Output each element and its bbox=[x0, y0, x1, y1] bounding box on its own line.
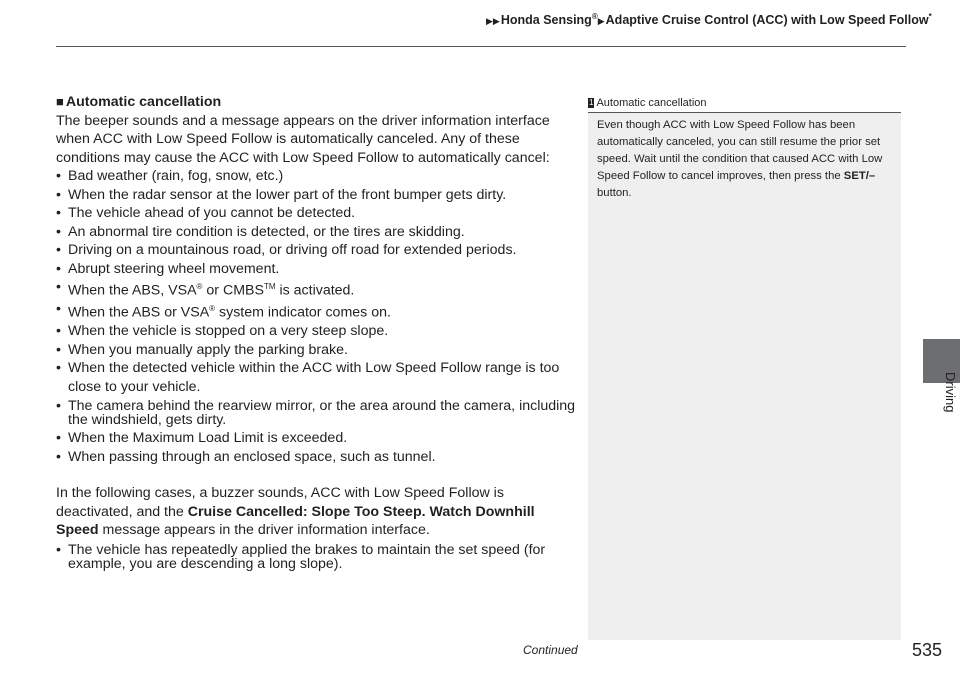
list-item: • Driving on a mountainous road, or driving off road for extended periods. bbox=[56, 242, 517, 258]
side-note bbox=[588, 95, 901, 640]
footnote-star: * bbox=[928, 12, 932, 21]
list-item: • When the radar sensor at the lower part of the front bumper gets dirty. bbox=[56, 186, 507, 203]
page-number: 535 bbox=[912, 640, 943, 660]
list-item: • When the ABS, VSA® or CMBS™ is activated. bbox=[56, 279, 355, 299]
list-item: • The vehicle ahead of you cannot be detected. bbox=[56, 205, 356, 221]
registered-mark: ® bbox=[591, 12, 598, 21]
list-item: • When the detected vehicle within the ACC with Low Speed Follow range is too close to your vehicle. bbox=[56, 360, 560, 395]
chapter-tab-label: Driving bbox=[943, 372, 958, 413]
section-heading: ■ Automatic cancellation bbox=[56, 94, 222, 110]
breadcrumb-item-acc[interactable]: Adaptive Cruise Control (ACC) with Low Speed Follow bbox=[605, 13, 929, 28]
list-item: • Abrupt steering wheel movement. bbox=[56, 260, 280, 277]
list-item: • The camera behind the rearview mirror, or the area around the camera, including the windshield, gets dirty. bbox=[56, 398, 576, 429]
continued-label: Continued bbox=[523, 643, 578, 657]
cancel-conditions-list bbox=[56, 167, 576, 466]
list-item: • When the ABS or VSA® system indicator comes on. bbox=[56, 301, 391, 321]
list-item: • The vehicle has repeatedly applied the brakes to maintain the set speed (for example, you are descending a long slope). bbox=[56, 541, 546, 572]
intro-paragraph: The beeper sounds and a message appears on the driver information interface when ACC with Low Speed Follow is automatically canceled. Any of these conditions may cause the ACC with Low Speed Follow to automatically cancel: bbox=[56, 112, 550, 166]
message-text: Cruise Cancelled: Slope Too Steep. Watch Downhill Speed bbox=[56, 503, 535, 539]
side-note-body: Even though ACC with Low Speed Follow has been automatically canceled, you can still resume the prior set speed. Wait until the condition that caused ACC with Low Speed Follow to cancel improves, then press the SET/– button. bbox=[597, 119, 883, 199]
slope-conditions-list bbox=[56, 540, 576, 573]
list-item: • Bad weather (rain, fog, snow, etc.) bbox=[56, 168, 284, 184]
breadcrumb-arrow-icon: ▶▶ bbox=[486, 16, 500, 27]
list-item: • When you manually apply the parking brake. bbox=[56, 341, 348, 358]
list-item: • When passing through an enclosed space, such as tunnel. bbox=[56, 448, 436, 465]
main-content bbox=[56, 93, 576, 573]
header-rule bbox=[56, 46, 906, 47]
breadcrumb-item-honda-sensing[interactable]: Honda Sensing bbox=[500, 13, 592, 28]
breadcrumb-arrow-icon: ▶ bbox=[597, 16, 605, 27]
slope-paragraph: In the following cases, a buzzer sounds, ACC with Low Speed Follow is deactivated, and the Cruise Cancelled: Slope Too Steep. Watch Downhill Speed message appears in the driver information interface. bbox=[56, 485, 535, 539]
list-item: • When the vehicle is stopped on a very steep slope. bbox=[56, 323, 389, 340]
side-note-heading: 1 Automatic cancellation bbox=[588, 95, 901, 113]
set-button-label: SET/– bbox=[843, 170, 876, 182]
square-bullet-icon: ■ bbox=[56, 94, 64, 109]
reference-number-icon: 1 bbox=[589, 98, 594, 107]
list-item: • When the Maximum Load Limit is exceeded. bbox=[56, 430, 348, 447]
breadcrumb bbox=[486, 12, 932, 28]
list-item: • An abnormal tire condition is detected, or the tires are skidding. bbox=[56, 223, 465, 240]
